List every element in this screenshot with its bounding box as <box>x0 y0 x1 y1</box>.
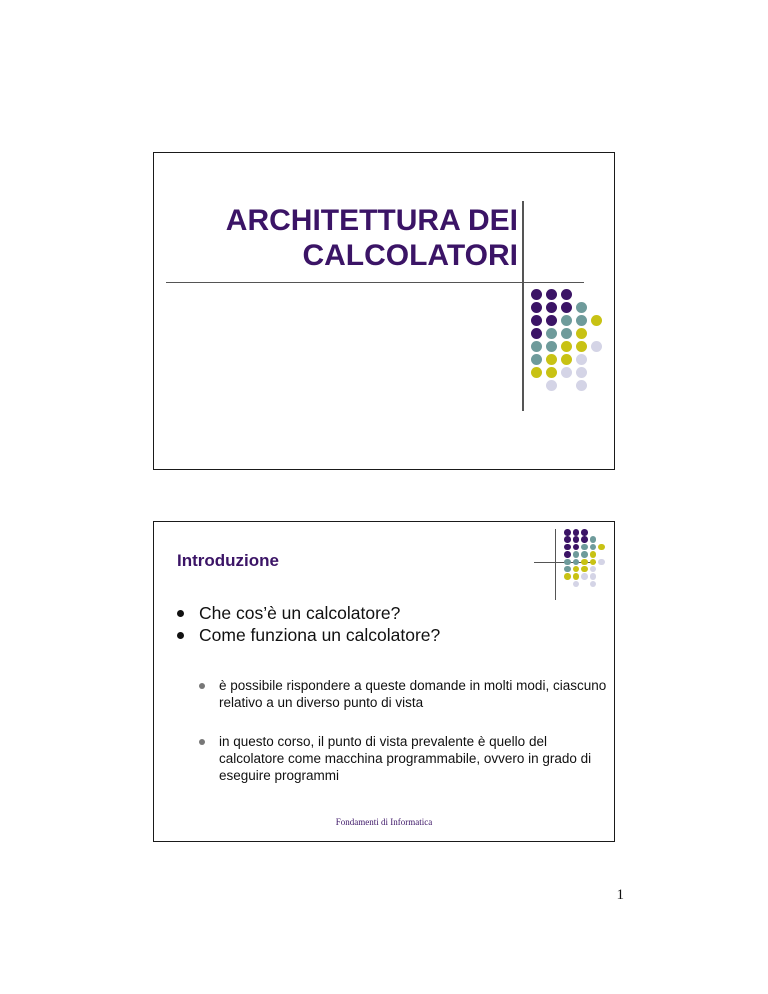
decorative-dot <box>581 544 588 551</box>
bullet-dot-icon <box>177 610 184 617</box>
bullet-dot-icon <box>177 632 184 639</box>
decorative-dot <box>546 302 557 313</box>
decorative-dot <box>573 536 580 543</box>
decorative-dot <box>590 566 597 573</box>
decorative-dot <box>546 289 557 300</box>
title-slide <box>153 152 615 470</box>
decorative-dot <box>561 354 572 365</box>
list-item: in questo corso, il punto di vista prevalente è quello del calcolatore come macchina programmabile, ovvero in grado di eseguire programmi <box>199 733 609 784</box>
decorative-dot <box>576 341 587 352</box>
decorative-dot <box>564 559 571 566</box>
decorative-dot <box>576 380 587 391</box>
bullet-dot-icon <box>199 739 205 745</box>
vertical-divider <box>522 201 524 411</box>
decorative-dot <box>561 315 572 326</box>
decorative-dot <box>581 536 588 543</box>
decorative-dot <box>531 315 542 326</box>
list-item: Come funziona un calcolatore? <box>177 624 440 646</box>
decorative-dot <box>581 559 588 566</box>
content-slide <box>153 521 615 842</box>
decorative-dot <box>598 544 605 551</box>
title-line-2: CALCOLATORI <box>302 239 518 272</box>
vertical-divider <box>555 529 556 600</box>
decorative-dot <box>546 354 557 365</box>
decorative-dot <box>561 302 572 313</box>
decorative-dot <box>564 566 571 573</box>
decorative-dot <box>546 341 557 352</box>
decorative-dot <box>564 573 571 580</box>
decorative-dot <box>564 544 571 551</box>
decorative-dot <box>561 328 572 339</box>
main-bullet-list <box>177 602 440 646</box>
decorative-dot <box>576 354 587 365</box>
decorative-dot <box>591 315 602 326</box>
decorative-dot <box>573 551 580 558</box>
decorative-dot <box>573 581 580 588</box>
decorative-dot <box>531 328 542 339</box>
decorative-dot <box>573 559 580 566</box>
page-number: 1 <box>616 887 624 903</box>
decorative-dot <box>590 536 597 543</box>
decorative-dot <box>576 315 587 326</box>
decorative-dot <box>546 315 557 326</box>
decorative-dot <box>581 566 588 573</box>
decorative-dot <box>561 289 572 300</box>
decorative-dot <box>581 551 588 558</box>
bullet-dot-icon <box>199 683 205 689</box>
decorative-dot <box>531 367 542 378</box>
decorative-dot <box>576 302 587 313</box>
list-item: è possibile rispondere a queste domande in molti modi, ciascuno relativo a un diverso punto di vista <box>199 677 609 711</box>
decorative-dot <box>561 341 572 352</box>
decorative-dot <box>590 544 597 551</box>
decorative-dot <box>576 328 587 339</box>
decorative-dot <box>590 581 597 588</box>
decorative-dot <box>546 380 557 391</box>
sub-bullet-list <box>199 677 609 806</box>
title-line-1: ARCHITETTURA DEI <box>225 204 518 237</box>
decorative-dot <box>564 529 571 536</box>
decorative-dot <box>591 341 602 352</box>
decorative-dot <box>531 341 542 352</box>
decorative-dot <box>573 566 580 573</box>
decorative-dot <box>573 544 580 551</box>
horizontal-divider <box>166 282 584 283</box>
decorative-dot <box>531 302 542 313</box>
decorative-dot <box>590 551 597 558</box>
decorative-dot <box>561 367 572 378</box>
slide-title <box>226 203 518 273</box>
decorative-dot <box>531 289 542 300</box>
slide-footer: Fondamenti di Informatica <box>335 817 433 827</box>
decorative-dot <box>564 536 571 543</box>
decorative-dot <box>573 529 580 536</box>
decorative-dot <box>581 573 588 580</box>
decorative-dot <box>590 573 597 580</box>
decorative-dot <box>576 367 587 378</box>
decorative-dot <box>546 328 557 339</box>
decorative-dot <box>573 573 580 580</box>
decorative-dot <box>590 559 597 566</box>
slide-heading: Introduzione <box>177 551 279 570</box>
decorative-dot <box>546 367 557 378</box>
list-item: Che cos’è un calcolatore? <box>177 602 440 624</box>
decorative-dot <box>581 529 588 536</box>
decorative-dot <box>598 559 605 566</box>
decorative-dot <box>531 354 542 365</box>
decorative-dot <box>564 551 571 558</box>
